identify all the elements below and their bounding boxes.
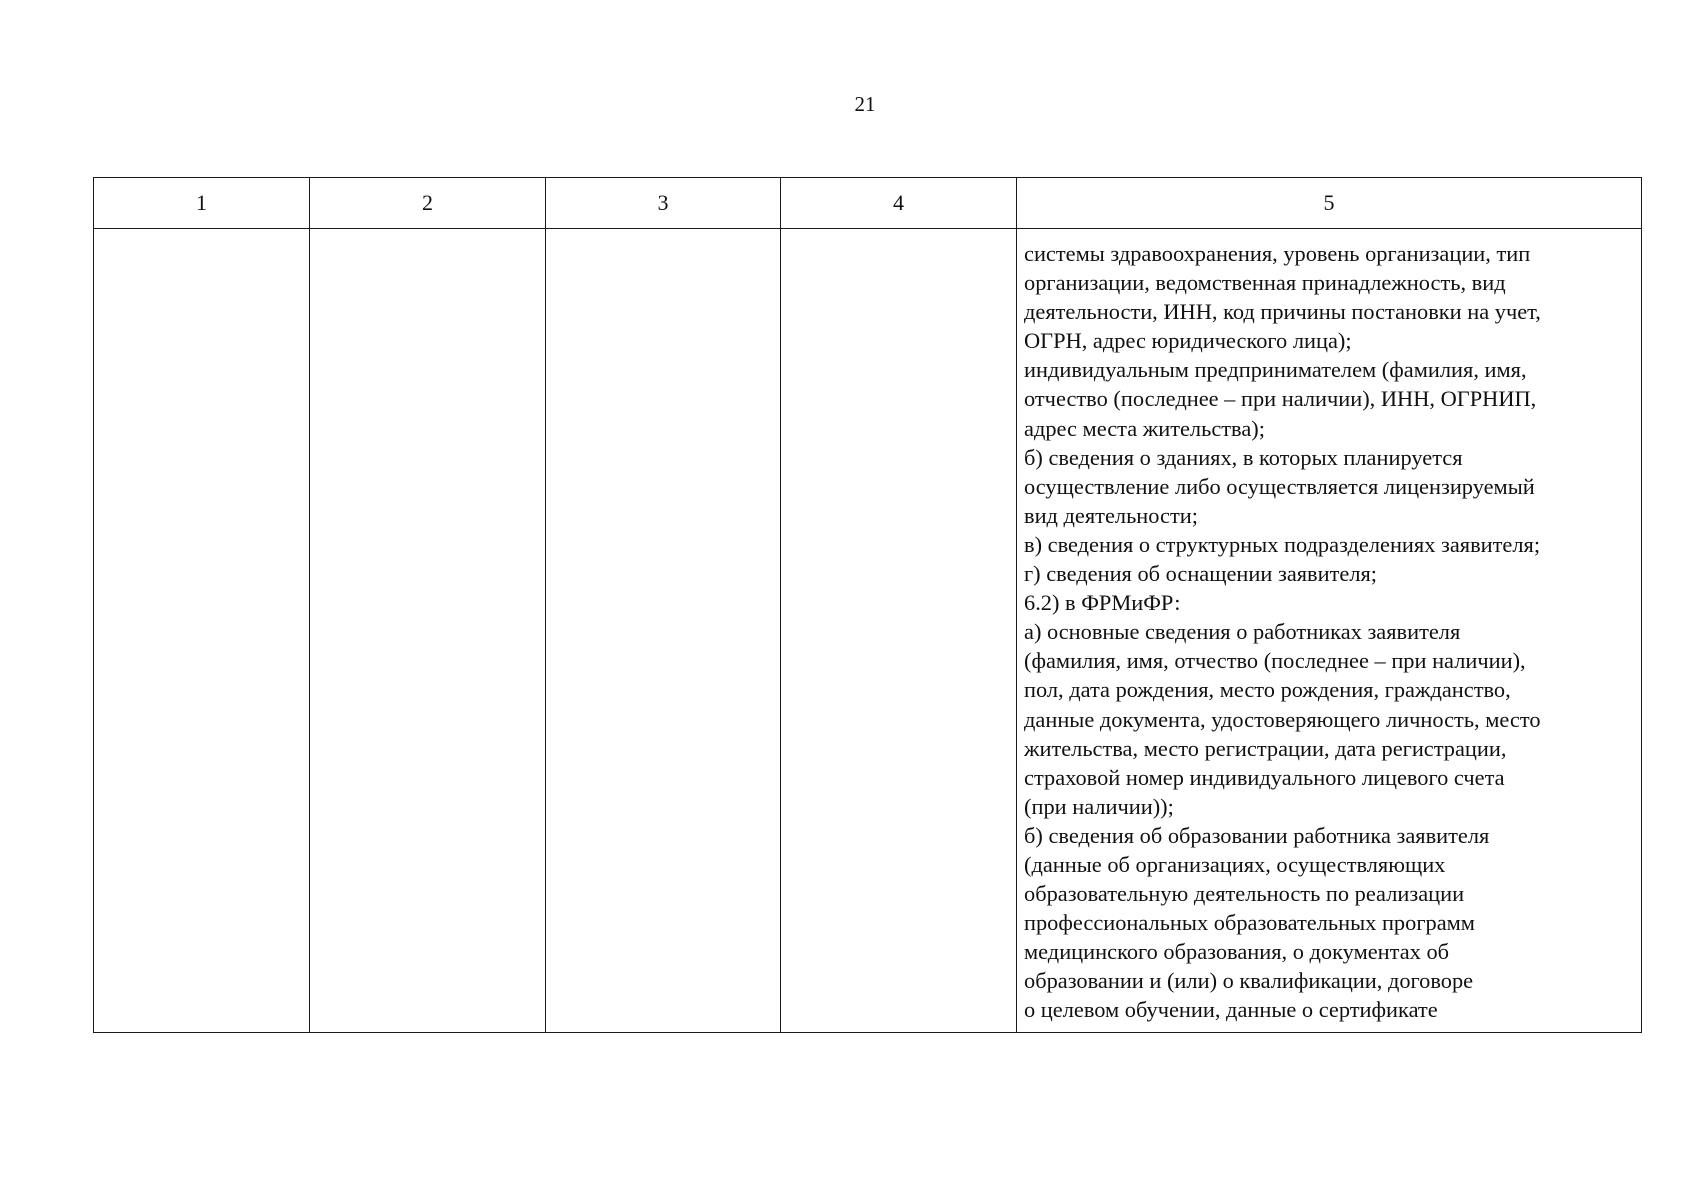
text-line: а) основные сведения о работниках заявителя [1024, 619, 1461, 645]
cell-col-4 [781, 229, 1017, 1033]
column-header-5: 5 [1017, 178, 1642, 229]
text-line: жительства, место регистрации, дата регистрации, [1024, 735, 1507, 761]
text-line: ОГРН, адрес юридического лица); [1024, 328, 1352, 354]
text-line: (фамилия, имя, отчество (последнее – при наличии), [1024, 648, 1526, 674]
table-header [94, 178, 1642, 229]
text-line: о целевом обучении, данные о сертификате [1024, 997, 1438, 1023]
document-table [93, 177, 1642, 1033]
text-line: осуществление либо осуществляется лицензируемый [1024, 473, 1535, 499]
text-line: адрес места жительства); [1024, 415, 1265, 441]
text-line: образовании и (или) о квалификации, договоре [1024, 968, 1474, 994]
text-line: страховой номер индивидуального лицевого счета [1024, 764, 1505, 790]
text-line: образовательную деятельность по реализации [1024, 881, 1465, 907]
text-line: в) сведения о структурных подразделениях заявителя; [1024, 531, 1541, 557]
cell-col-2 [310, 229, 546, 1033]
cell-col-5 [1017, 229, 1642, 1033]
text-line: организации, ведомственная принадлежность, вид [1024, 270, 1506, 296]
text-line: отчество (последнее – при наличии), ИНН, ОГРНИП, [1024, 386, 1537, 412]
page-number: 21 [854, 92, 876, 116]
header-row [94, 178, 1642, 229]
text-line: б) сведения о зданиях, в которых планируется [1024, 444, 1463, 470]
column-header-1: 1 [94, 178, 310, 229]
column-header-3: 3 [546, 178, 781, 229]
text-line: г) сведения об оснащении заявителя; [1024, 561, 1378, 587]
column-header-4: 4 [781, 178, 1017, 229]
text-line: вид деятельности; [1024, 502, 1198, 528]
column-header-2: 2 [310, 178, 546, 229]
text-line: б) сведения об образовании работника заявителя [1024, 822, 1490, 848]
cell-col-5-text [1017, 229, 1641, 1025]
text-line: 6.2) в ФРМиФР: [1024, 590, 1181, 616]
text-line: профессиональных образовательных программ [1024, 910, 1475, 936]
text-line: системы здравоохранения, уровень организации, тип [1024, 241, 1531, 266]
text-line: (при наличии)); [1024, 793, 1174, 819]
text-line: деятельности, ИНН, код причины постановки на учет, [1024, 299, 1541, 325]
text-line: (данные об организациях, осуществляющих [1024, 851, 1446, 877]
table-row [94, 229, 1642, 1033]
cell-col-1 [94, 229, 310, 1033]
cell-col-3 [546, 229, 781, 1033]
text-line: индивидуальным предпринимателем (фамилия, имя, [1024, 357, 1527, 383]
text-line: медицинского образования, о документах об [1024, 939, 1450, 965]
text-line: данные документа, удостоверяющего личность, место [1024, 706, 1541, 732]
text-line: пол, дата рождения, место рождения, гражданство, [1024, 677, 1511, 703]
